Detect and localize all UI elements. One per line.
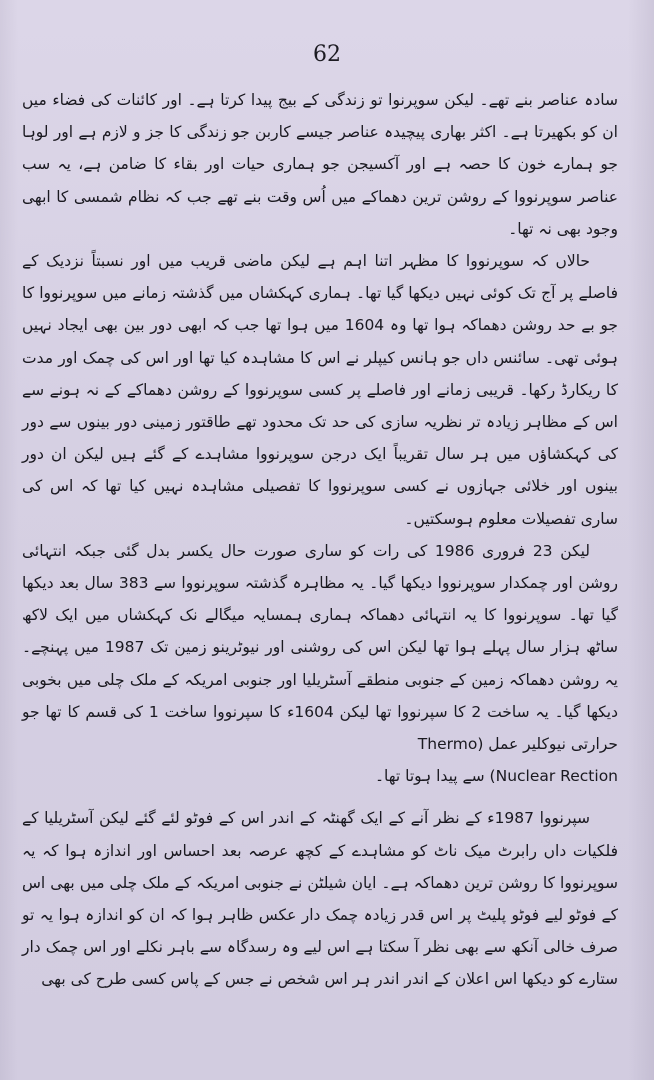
paragraph-4: سپرنووا 1987ء کے نظر آنے کے ایک گھنٹہ کے اندر اس کے فوٹو لئے گئے لیکن آسٹریلیا کے فلکیات داں رابرٹ میک ناٹ کو مشاہدے کے کچھ عرصہ بعد احساس اور اندازہ ہوا کہ یہ سوپرنووا کا روشن ترین دھماکہ ہے۔ ایان شیلٹن نے جنوبی امریکہ کے ملک چلی میں بھی اس کے فوٹو لیے فوٹو پلیٹ پر اس قدر زیادہ چمک دار عکس ظاہر ہوا کہ ان کو اندازہ ہوا یہ تو صرف خالی آنکھ سے بھی نظر آ سکتا ہے اس لیے وہ رسدگاہ سے باہر نکلے اور اس چمک دار ستارے کو دیکھا اس اعلان کے اندر اندر ہر اس شخص نے جس کے پاس کسی طرح کی بھی xyxy=(22,809,618,989)
paragraph-2: حالاں کہ سوپرنووا کا مظہر اتنا اہم ہے لیکن ماضی قریب میں اور نسبتاً نزدیک کے فاصلے پر آج تک کوئی نہیں دیکھا گیا تھا۔ ہماری کہکشاں میں گذشتہ زمانے میں سوپرنووا کا جو بے حد روشن دھماکہ ہوا تھا وہ 1604 میں ہوا تھا جب کہ ابھی دور بین بھی ایجاد نہیں ہوئی تھی۔ سائنس داں جو ہانس کیپلر نے اس کا مشاہدہ کیا تھا اور اس کی چمک اور مدت کا ریکارڈ رکھا۔ قریبی زمانے اور فاصلے پر کسی سوپرنووا کے روشن دھماکے کے نہ ہونے سے اس کے مظاہر زیادہ تر نظریہ سازی کی حد تک محدود تھے طاقتور زمینی دور بینوں سے دور کی کہکشاؤں میں ہر سال تقریباً ایک درجن سوپرنووا مشاہدے کے گئے ہیں لیکن ان دور بینوں اور خلائی جہازوں نے کسی سوپرنووا کا تفصیلی مشاہدہ نہیں کیا تھا کہ اس کی ساری تفصیلات معلوم ہوسکتیں۔ xyxy=(22,252,618,528)
paragraph-gap xyxy=(22,792,618,802)
paragraph-3: لیکن 23 فروری 1986 کی رات کو ساری صورت حال یکسر بدل گئی جبکہ انتہائی روشن اور چمکدار سوپرنووا دیکھا گیا۔ یہ مظاہرہ گذشتہ سوپرنووا سے 383 سال بعد دیکھا گیا تھا۔ سوپرنووا کا یہ انتہائی دھماکہ ہماری ہمسایہ میگالے نک کہکشاں میں ایک لاکھ ساٹھ ہزار سال پہلے ہوا تھا لیکن اس کی روشنی اور نیوٹرینو زمین تک 1987 میں پہنچے۔ یہ روشن دھماکہ زمین کے جنوبی منطقے آسٹریلیا اور جنوبی امریکہ کے ملک چلی میں بخوبی دیکھا گیا۔ یہ ساخت 2 کا سپرنووا تھا لیکن 1604ء کا سپرنووا ساخت 1 کی قسم کا تھا جو حرارتی نیوکلیر عمل (Thermo xyxy=(22,541,618,754)
page-gutter-shadow xyxy=(0,0,18,1080)
page-edge-shadow xyxy=(628,0,654,1080)
body-text xyxy=(22,84,618,996)
paragraph-3-continuation: Nuclear Rection) سے پیدا ہوتا تھا۔ xyxy=(374,767,618,786)
page-number: 62 xyxy=(313,42,341,67)
paragraph-1: سادہ عناصر بنے تھے۔ لیکن سوپرنوا تو زندگی کے بیج پیدا کرتا ہے۔ اور کائنات کی فضاء میں ان کو بکھیرتا ہے۔ اکثر بھاری پیچیدہ عناصر جیسے کاربن جو زندگی کا جز و لازم ہے اور لوہا جو ہمارے خون کا حصہ ہے اور آکسیجن جو ہماری حیات اور بقاء کا ضامن ہے، یہ سب عناصر سوپرنووا کے روشن ترین دھماکے میں اُس وقت بنے تھے جب کہ نظام شمسی کا ابھی وجود بھی نہ تھا۔ xyxy=(22,91,618,238)
